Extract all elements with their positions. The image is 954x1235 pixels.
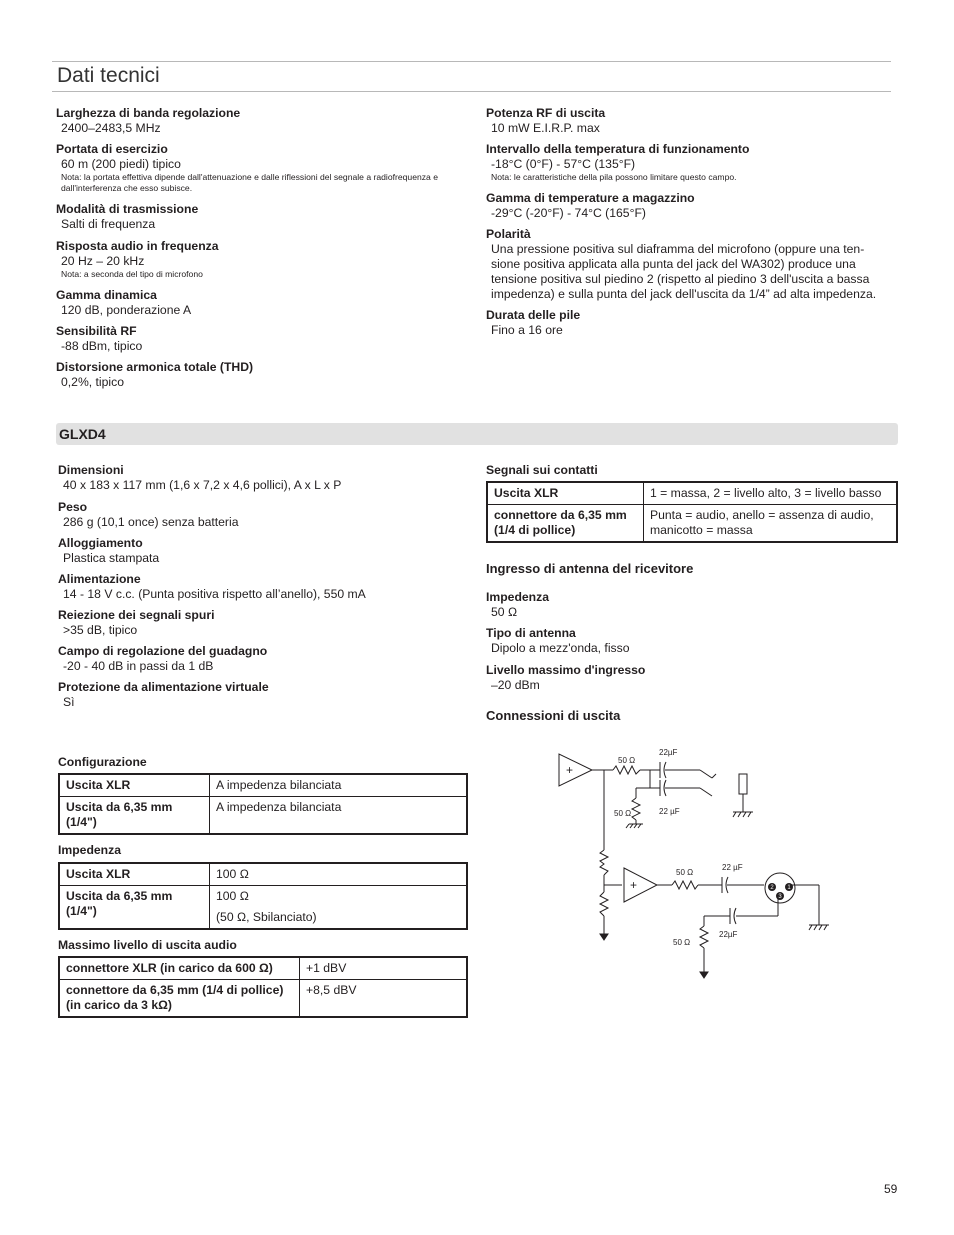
configurazione-table [58, 773, 468, 835]
section-band-glxd4 [56, 423, 898, 445]
spec-bandwidth [56, 106, 240, 136]
table-key: Uscita XLR [59, 774, 210, 797]
table-key: Uscita XLR [59, 863, 210, 886]
spec-dynamic-range [56, 288, 191, 318]
table-row [59, 980, 467, 1018]
resistor-r4-icon [700, 926, 708, 948]
spec-value: 60 m (200 piedi) tipico [61, 157, 181, 171]
spec-value: –20 dBm [491, 678, 540, 692]
pin-label: 3 [778, 894, 782, 900]
spec-value: Sì [63, 695, 75, 709]
spec-rf-sensitivity [56, 324, 142, 354]
spec-label: Impedenza [486, 590, 549, 604]
spec-label: Intervallo della temperatura di funzionamento [486, 142, 750, 156]
table-value: +8,5 dBV [300, 980, 468, 1018]
table-value-line: (50 Ω, Sbilanciato) [216, 910, 317, 924]
massimo-label: Massimo livello di uscita audio [58, 938, 237, 952]
spec-value: 286 g (10,1 once) senza batteria [63, 515, 239, 529]
spec-value: 40 x 183 x 117 mm (1,6 x 7,2 x 4,6 pollici), A x L x P [63, 478, 342, 492]
resistor-divider-bottom-icon [600, 892, 608, 916]
massimo-table [58, 956, 468, 1018]
table-row [59, 774, 467, 797]
table-value-line: 100 Ω [216, 889, 249, 903]
table-row [487, 482, 897, 505]
table-row [487, 505, 897, 543]
connessioni-heading: Connessioni di uscita [486, 708, 621, 723]
r2-label: 50 Ω [614, 809, 632, 818]
table-key: connettore da 6,35 mm (1/4 di pollice) [487, 505, 644, 543]
spec-range [56, 142, 471, 194]
title-rule [52, 91, 891, 92]
spec-label: Reiezione dei segnali spuri [58, 608, 215, 622]
resistor-r3-icon [672, 881, 698, 889]
spec-label: Durata delle pile [486, 308, 581, 322]
spec-label: Portata di esercizio [56, 142, 168, 156]
segnali-table [486, 481, 898, 543]
spec-value: 120 dB, ponderazione A [61, 303, 192, 317]
resistor-r2-icon [632, 798, 640, 820]
spec-thd [56, 360, 253, 390]
resistor-r1-icon [613, 766, 640, 774]
c4-label: 22µF [719, 930, 738, 939]
spec-weight [58, 500, 238, 530]
spec-value: 0,2%, tipico [61, 375, 125, 389]
resistor-divider-top-icon [600, 850, 608, 875]
antenna-heading: Ingresso di antenna del ricevitore [486, 561, 694, 576]
c3-label: 22 µF [722, 863, 743, 872]
spec-label: Risposta audio in frequenza [56, 239, 219, 253]
spec-label: Modalità di trasmissione [56, 202, 199, 216]
spec-value: -88 dBm, tipico [61, 339, 143, 353]
spec-value: Plastica stampata [63, 551, 160, 565]
c2-label: 22 µF [659, 807, 680, 816]
spec-value: Salti di frequenza [61, 217, 156, 231]
spec-label: Potenza RF di uscita [486, 106, 606, 120]
spec-label: Alloggiamento [58, 536, 143, 550]
table-value: +1 dBV [300, 957, 468, 980]
jack-plug-icon [739, 774, 747, 794]
impedenza-table [58, 862, 468, 930]
spec-label: Peso [58, 500, 88, 514]
spec-battery-life [486, 308, 580, 338]
spec-antenna-impedance [486, 590, 549, 620]
spec-label: Larghezza di banda regolazione [56, 106, 241, 120]
spec-antenna-type [486, 626, 630, 656]
spec-label: Protezione da alimentazione virtuale [58, 680, 269, 694]
output-schematic-diagram [540, 740, 840, 990]
opamp-plus-label: + [630, 878, 638, 892]
spec-value: 14 - 18 V c.c. (Punta positiva rispetto all’anello), 550 mA [63, 587, 366, 601]
spec-phantom-protection [58, 680, 269, 710]
spec-value: Una pressione positiva sul diaframma del microfono (oppure una ten-sione positiva applicata alla punta del jack del WA302) produce una tensione positiva sul piedino 2 (rispetto al piedino 3 dell'uscita a bassa impedenza) e sulla punta del jack dell'uscita da 1/4” ad alta impedenza. [491, 242, 877, 301]
spec-spurious-rejection [58, 608, 214, 638]
page-title: Dati tecnici [57, 64, 160, 87]
spec-label: Tipo di antenna [486, 626, 576, 640]
spec-label: Polarità [486, 227, 531, 241]
opamp-plus-label: + [566, 763, 574, 777]
spec-transmission [56, 202, 198, 232]
table-value: 1 = massa, 2 = livello alto, 3 = livello basso [644, 482, 898, 505]
pin-label: 2 [770, 885, 774, 891]
configurazione-label: Configurazione [58, 755, 147, 769]
r3-label: 50 Ω [676, 868, 694, 877]
table-row [59, 797, 467, 835]
spec-gain-range [58, 644, 267, 674]
spec-note: Nota: la portata effettiva dipende dall'attenuazione e dalle riflessioni del segnale a radiofrequenza e dall'interferenza che esso subisce. [61, 172, 439, 193]
spec-label: Campo di regolazione del guadagno [58, 644, 268, 658]
spec-label: Sensibilità RF [56, 324, 137, 338]
table-value: Punta = audio, anello = assenza di audio, manicotto = massa [644, 505, 898, 543]
spec-dimensions [58, 463, 341, 493]
spec-polarity [486, 227, 891, 302]
spec-operating-temp [486, 142, 749, 183]
r4-label: 50 Ω [673, 938, 691, 947]
top-rule [52, 61, 891, 62]
spec-value: Fino a 16 ore [491, 323, 563, 337]
spec-housing [58, 536, 159, 566]
table-row [59, 863, 467, 886]
table-value: A impedenza bilanciata [210, 774, 468, 797]
table-row [59, 886, 467, 930]
spec-value: 10 mW E.I.R.P. max [491, 121, 600, 135]
spec-antenna-max-input [486, 663, 645, 693]
page-number: 59 [884, 1182, 898, 1196]
spec-label: Distorsione armonica totale (THD) [56, 360, 254, 374]
spec-value: >35 dB, tipico [63, 623, 138, 637]
impedenza-label: Impedenza [58, 843, 121, 857]
table-row [59, 957, 467, 980]
spec-frequency-response [56, 239, 219, 280]
spec-value: 20 Hz – 20 kHz [61, 254, 145, 268]
spec-value: Dipolo a mezz'onda, fisso [491, 641, 630, 655]
spec-value: 2400–2483,5 MHz [61, 121, 161, 135]
spec-note: Nota: a seconda del tipo di microfono [61, 269, 203, 279]
spec-label: Alimentazione [58, 572, 141, 586]
opamp-top-icon [559, 754, 592, 786]
capacitor-c4-icon [734, 908, 736, 924]
spec-label: Gamma di temperature a magazzino [486, 191, 695, 205]
spec-label: Livello massimo d'ingresso [486, 663, 646, 677]
table-key: Uscita da 6,35 mm (1/4") [59, 797, 210, 835]
spec-rf-power [486, 106, 605, 136]
table-value [210, 886, 468, 930]
spec-value: -20 - 40 dB in passi da 1 dB [63, 659, 214, 673]
r1-label: 50 Ω [618, 756, 636, 765]
spec-value: 50 Ω [491, 605, 518, 619]
table-value: A impedenza bilanciata [210, 797, 468, 835]
table-value: 100 Ω [210, 863, 468, 886]
opamp-bottom-icon [624, 868, 657, 902]
section-title: GLXD4 [59, 426, 106, 442]
table-key: connettore da 6,35 mm (1/4 di pollice) (in carico da 3 kΩ) [59, 980, 300, 1018]
table-key: connettore XLR (in carico da 600 Ω) [59, 957, 300, 980]
spec-storage-temp [486, 191, 695, 221]
table-key: Uscita da 6,35 mm (1/4") [59, 886, 210, 930]
spec-label: Dimensioni [58, 463, 124, 477]
spec-label: Gamma dinamica [56, 288, 157, 302]
table-key: Uscita XLR [487, 482, 644, 505]
c1-label: 22µF [659, 748, 678, 757]
spec-power-supply [58, 572, 366, 602]
pin-label: 1 [787, 885, 791, 891]
segnali-label: Segnali sui contatti [486, 463, 598, 477]
spec-value: -18°C (0°F) - 57°C (135°F) [491, 157, 636, 171]
spec-note: Nota: le caratteristiche della pila possono limitare questo campo. [491, 172, 737, 182]
spec-value: -29°C (-20°F) - 74°C (165°F) [491, 206, 646, 220]
